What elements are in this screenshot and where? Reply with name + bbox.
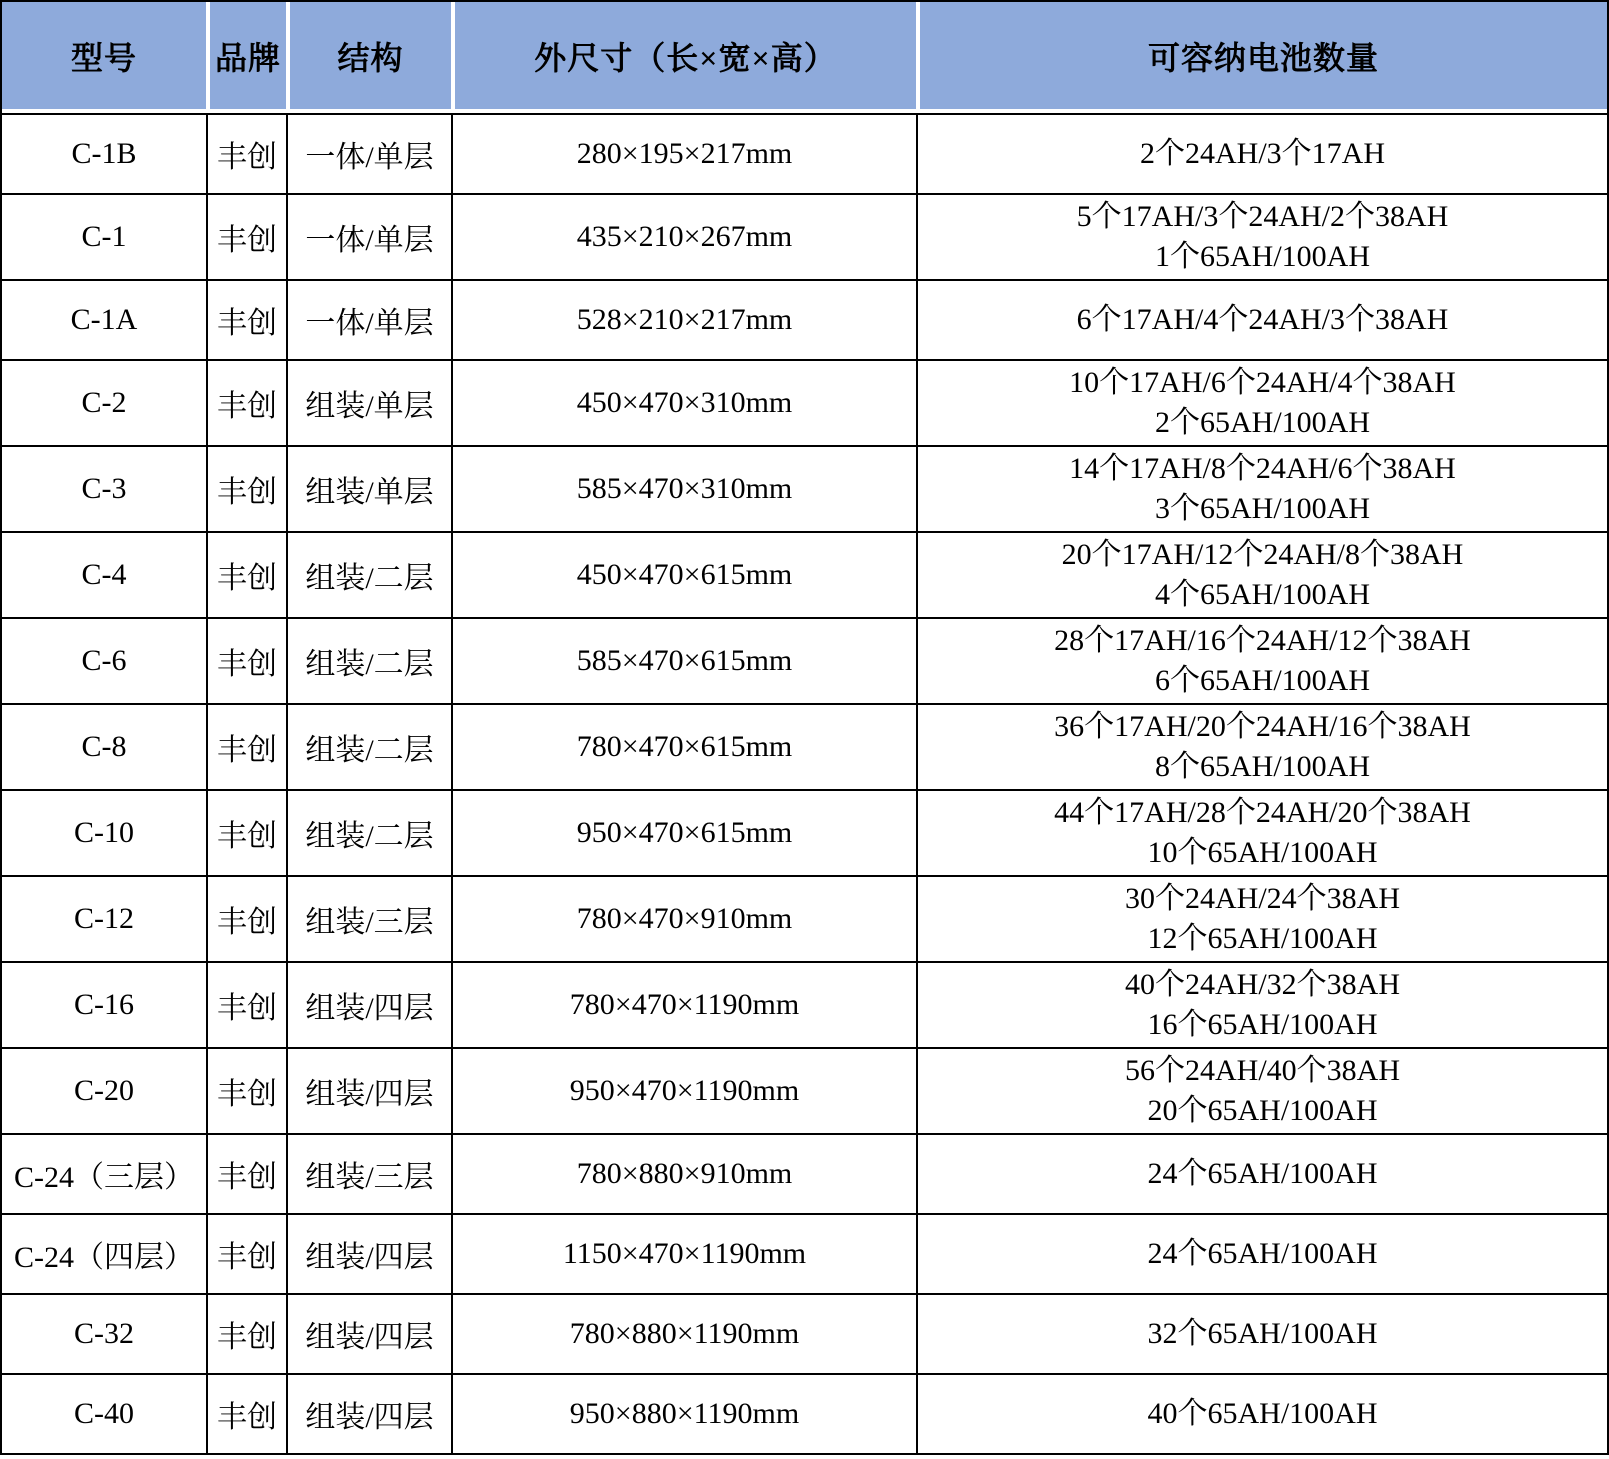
model-cell: C-24（三层）	[2, 1133, 206, 1213]
capacity-line: 5个17AH/3个24AH/2个38AH	[1076, 200, 1449, 233]
header-capacity: 可容纳电池数量	[916, 2, 1607, 113]
capacity-cell	[916, 113, 1607, 193]
dimensions-cell: 780×470×615mm	[451, 703, 916, 789]
structure-cell: 一体/单层	[286, 279, 451, 359]
capacity-line: 10个17AH/6个24AH/4个38AH	[1069, 366, 1456, 399]
table-row	[2, 279, 1607, 359]
capacity-cell	[916, 1373, 1607, 1453]
table-row	[2, 359, 1607, 445]
dimensions-cell: 585×470×310mm	[451, 445, 916, 531]
capacity-line: 44个17AH/28个24AH/20个38AH	[1054, 796, 1471, 829]
table-row	[2, 789, 1607, 875]
capacity-line: 1个65AH/100AH	[1155, 240, 1370, 273]
structure-cell: 组装/四层	[286, 1213, 451, 1293]
structure-cell: 组装/二层	[286, 703, 451, 789]
model-cell: C-10	[2, 789, 206, 875]
capacity-line: 28个17AH/16个24AH/12个38AH	[1054, 624, 1471, 657]
capacity-line: 36个17AH/20个24AH/16个38AH	[1054, 710, 1471, 743]
capacity-line: 40个24AH/32个38AH	[1125, 968, 1400, 1001]
capacity-cell	[916, 279, 1607, 359]
capacity-cell	[916, 617, 1607, 703]
brand-cell: 丰创	[206, 703, 286, 789]
model-cell: C-3	[2, 445, 206, 531]
capacity-cell	[916, 1213, 1607, 1293]
structure-cell: 组装/单层	[286, 445, 451, 531]
dimensions-cell: 450×470×310mm	[451, 359, 916, 445]
table-row	[2, 1373, 1607, 1453]
capacity-line: 2个24AH/3个17AH	[1140, 137, 1385, 170]
dimensions-cell: 780×880×1190mm	[451, 1293, 916, 1373]
structure-cell: 组装/单层	[286, 359, 451, 445]
capacity-line: 4个65AH/100AH	[1155, 578, 1370, 611]
structure-cell: 组装/四层	[286, 1373, 451, 1453]
capacity-cell	[916, 961, 1607, 1047]
table-row	[2, 531, 1607, 617]
structure-cell: 组装/三层	[286, 1133, 451, 1213]
header-row	[2, 2, 1607, 113]
capacity-line: 8个65AH/100AH	[1155, 750, 1370, 783]
dimensions-cell: 435×210×267mm	[451, 193, 916, 279]
model-cell: C-32	[2, 1293, 206, 1373]
capacity-cell	[916, 1047, 1607, 1133]
table-row	[2, 1133, 1607, 1213]
structure-cell: 组装/四层	[286, 961, 451, 1047]
model-cell: C-40	[2, 1373, 206, 1453]
structure-cell: 组装/四层	[286, 1047, 451, 1133]
capacity-line: 56个24AH/40个38AH	[1125, 1054, 1400, 1087]
capacity-line: 3个65AH/100AH	[1155, 492, 1370, 525]
model-cell: C-6	[2, 617, 206, 703]
structure-cell: 组装/二层	[286, 789, 451, 875]
capacity-line: 6个65AH/100AH	[1155, 664, 1370, 697]
brand-cell: 丰创	[206, 1047, 286, 1133]
capacity-cell	[916, 703, 1607, 789]
capacity-line: 12个65AH/100AH	[1147, 922, 1378, 955]
brand-cell: 丰创	[206, 875, 286, 961]
dimensions-cell: 1150×470×1190mm	[451, 1213, 916, 1293]
capacity-line: 10个65AH/100AH	[1147, 836, 1378, 869]
table-row	[2, 445, 1607, 531]
brand-cell: 丰创	[206, 961, 286, 1047]
capacity-line: 16个65AH/100AH	[1147, 1008, 1378, 1041]
capacity-line: 30个24AH/24个38AH	[1125, 882, 1400, 915]
dimensions-cell: 780×880×910mm	[451, 1133, 916, 1213]
model-cell: C-16	[2, 961, 206, 1047]
table-row	[2, 617, 1607, 703]
structure-cell: 组装/三层	[286, 875, 451, 961]
capacity-line: 20个17AH/12个24AH/8个38AH	[1061, 538, 1464, 571]
dimensions-cell: 950×470×615mm	[451, 789, 916, 875]
capacity-line: 24个65AH/100AH	[1147, 1157, 1378, 1190]
model-cell: C-20	[2, 1047, 206, 1133]
capacity-cell	[916, 1133, 1607, 1213]
capacity-line: 6个17AH/4个24AH/3个38AH	[1076, 303, 1449, 336]
capacity-line: 24个65AH/100AH	[1147, 1237, 1378, 1270]
dimensions-cell: 950×880×1190mm	[451, 1373, 916, 1453]
table-row	[2, 961, 1607, 1047]
model-cell: C-4	[2, 531, 206, 617]
brand-cell: 丰创	[206, 1133, 286, 1213]
model-cell: C-24（四层）	[2, 1213, 206, 1293]
header-brand: 品牌	[206, 2, 286, 113]
capacity-line: 20个65AH/100AH	[1147, 1094, 1378, 1127]
capacity-cell	[916, 789, 1607, 875]
capacity-line: 14个17AH/8个24AH/6个38AH	[1069, 452, 1456, 485]
dimensions-cell: 780×470×910mm	[451, 875, 916, 961]
model-cell: C-1	[2, 193, 206, 279]
structure-cell: 一体/单层	[286, 113, 451, 193]
brand-cell: 丰创	[206, 359, 286, 445]
model-cell: C-1B	[2, 113, 206, 193]
brand-cell: 丰创	[206, 1373, 286, 1453]
table-row	[2, 113, 1607, 193]
brand-cell: 丰创	[206, 279, 286, 359]
dimensions-cell: 585×470×615mm	[451, 617, 916, 703]
capacity-cell	[916, 359, 1607, 445]
brand-cell: 丰创	[206, 531, 286, 617]
capacity-cell	[916, 445, 1607, 531]
brand-cell: 丰创	[206, 1293, 286, 1373]
brand-cell: 丰创	[206, 445, 286, 531]
table-row	[2, 1213, 1607, 1293]
table-body	[2, 113, 1607, 1453]
model-cell: C-12	[2, 875, 206, 961]
dimensions-cell: 950×470×1190mm	[451, 1047, 916, 1133]
table-row	[2, 1047, 1607, 1133]
capacity-line: 2个65AH/100AH	[1155, 406, 1370, 439]
header-dimensions: 外尺寸（长×宽×高）	[451, 2, 916, 113]
table-row	[2, 193, 1607, 279]
structure-cell: 组装/二层	[286, 531, 451, 617]
dimensions-cell: 450×470×615mm	[451, 531, 916, 617]
brand-cell: 丰创	[206, 113, 286, 193]
capacity-cell	[916, 193, 1607, 279]
capacity-line: 40个65AH/100AH	[1147, 1397, 1378, 1430]
header-structure: 结构	[286, 2, 451, 113]
structure-cell: 组装/四层	[286, 1293, 451, 1373]
dimensions-cell: 528×210×217mm	[451, 279, 916, 359]
header-model: 型号	[2, 2, 206, 113]
structure-cell: 组装/二层	[286, 617, 451, 703]
capacity-line: 32个65AH/100AH	[1147, 1317, 1378, 1350]
capacity-cell	[916, 875, 1607, 961]
dimensions-cell: 280×195×217mm	[451, 113, 916, 193]
dimensions-cell: 780×470×1190mm	[451, 961, 916, 1047]
brand-cell: 丰创	[206, 789, 286, 875]
table-row	[2, 875, 1607, 961]
model-cell: C-2	[2, 359, 206, 445]
table-row	[2, 703, 1607, 789]
brand-cell: 丰创	[206, 193, 286, 279]
structure-cell: 一体/单层	[286, 193, 451, 279]
capacity-cell	[916, 531, 1607, 617]
model-cell: C-1A	[2, 279, 206, 359]
table-row	[2, 1293, 1607, 1373]
brand-cell: 丰创	[206, 617, 286, 703]
model-cell: C-8	[2, 703, 206, 789]
brand-cell: 丰创	[206, 1213, 286, 1293]
capacity-cell	[916, 1293, 1607, 1373]
